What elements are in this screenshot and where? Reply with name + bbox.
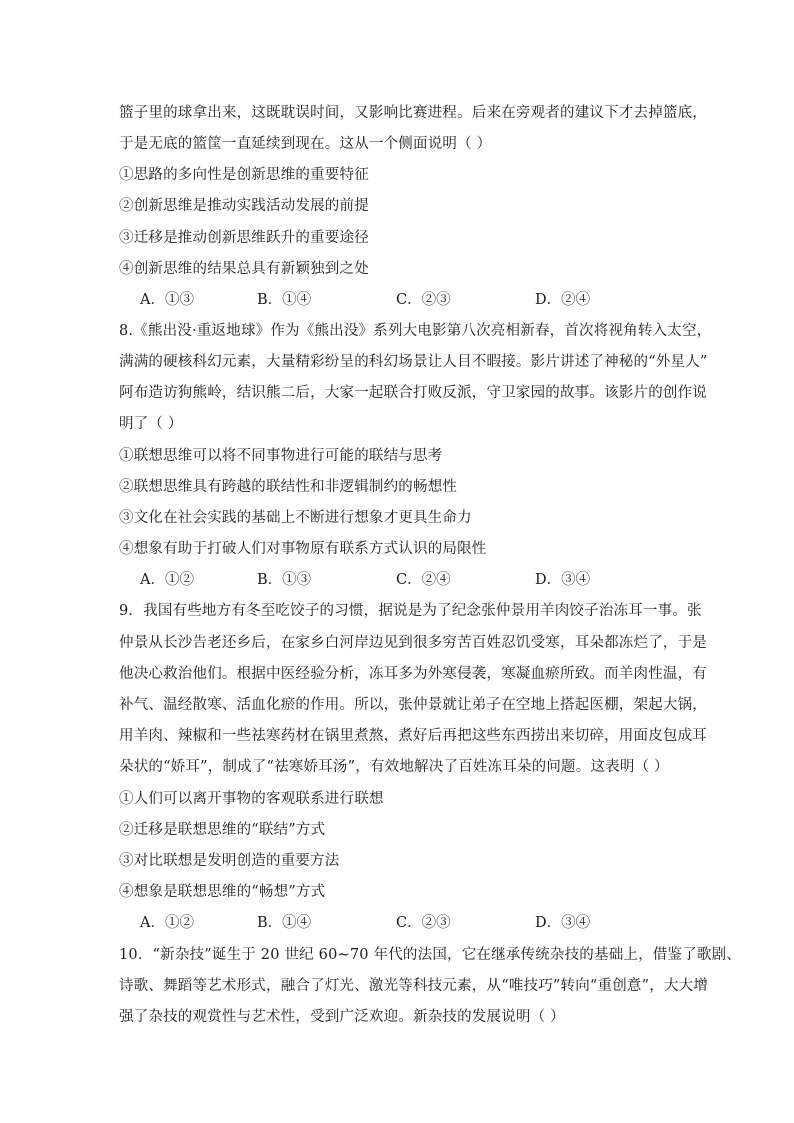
q7-stem-line-2: 于是无底的篮筐一直延续到现在。这从一个侧面说明（ ） (119, 136, 492, 152)
q8-option-c[interactable]: C．②④ (396, 572, 451, 588)
q8-stem-line-4: 明了（ ） (119, 416, 183, 432)
q9-option-a[interactable]: A．①② (140, 915, 194, 931)
q8-statement-1: ①联想思维可以将不同事物进行可能的联结与思考 (119, 448, 443, 464)
q9-stem-line-6: 朵状的“娇耳”，制成了“祛寒娇耳汤”，有效地解决了百姓冻耳朵的问题。这表明（ ） (119, 759, 669, 775)
q7-options (140, 290, 620, 310)
q7-option-b[interactable]: B．①④ (257, 292, 312, 308)
q9-option-d[interactable]: D．③④ (535, 915, 591, 931)
q10-stem-line-1: 10．“新杂技”诞生于 20 世纪 60~70 年代的法国，它在继承传统杂技的基础上，借鉴了歌剧、 (119, 947, 742, 963)
q8-stem-line-3: 阿布造访狗熊岭，结识熊二后，大家一起联合打败反派，守卫家园的故事。该影片的创作说 (119, 385, 707, 401)
q9-stem-line-1: 9．我国有些地方有冬至吃饺子的习惯，据说是为了纪念张仲景用羊肉饺子治冻耳一事。张 (119, 603, 702, 619)
q9-stem-line-4: 补气、温经散寒、活血化瘀的作用。所以，张仲景就让弟子在空地上搭起医棚，架起大锅， (119, 697, 707, 713)
q7-option-a[interactable]: A．①③ (140, 292, 194, 308)
q8-options (140, 570, 620, 590)
q8-option-b[interactable]: B．①③ (257, 572, 312, 588)
q9-stem-line-2: 仲景从长沙告老还乡后，在家乡白河岸边见到很多穷苦百姓忍饥受寒，耳朵都冻烂了，于是 (119, 635, 707, 651)
q9-statement-1: ①人们可以离开事物的客观联系进行联想 (119, 791, 384, 807)
q9-stem-line-3: 他决心救治他们。根据中医经验分析，冻耳多为外寒侵袭，寒凝血瘀所致。而羊肉性温，有 (119, 666, 707, 682)
q7-statement-3: ③迁移是推动创新思维跃升的重要途径 (119, 230, 369, 246)
q8-statement-3: ③文化在社会实践的基础上不断进行想象才更具生命力 (119, 510, 472, 526)
q7-option-c[interactable]: C．②③ (396, 292, 451, 308)
q8-option-a[interactable]: A．①② (140, 572, 194, 588)
q9-options (140, 913, 620, 933)
q8-stem-line-2: 满满的硬核科幻元素，大量精彩纷呈的科幻场景让人目不暇接。影片讲述了神秘的“外星人” (119, 354, 708, 370)
q8-option-d[interactable]: D．③④ (535, 572, 591, 588)
q7-statement-4: ④创新思维的结果总具有新颖独到之处 (119, 261, 369, 277)
q8-statement-4: ④想象有助于打破人们对事物原有联系方式认识的局限性 (119, 541, 487, 557)
q7-stem-line-1: 篮子里的球拿出来，这既耽误时间，又影响比赛进程。后来在旁观者的建议下才去掉篮底， (119, 105, 707, 121)
q9-option-c[interactable]: C．②③ (396, 915, 451, 931)
q8-statement-2: ②联想思维具有跨越的联结性和非逻辑制约的畅想性 (119, 479, 458, 495)
q7-statement-2: ②创新思维是推动实践活动发展的前提 (119, 198, 369, 214)
q7-option-d[interactable]: D．②④ (535, 292, 591, 308)
q9-option-b[interactable]: B．①④ (257, 915, 312, 931)
q9-statement-4: ④想象是联想思维的“畅想”方式 (119, 884, 326, 900)
q9-statement-3: ③对比联想是发明创造的重要方法 (119, 853, 340, 869)
q9-stem-line-5: 用羊肉、辣椒和一些祛寒药材在锅里煮熬，煮好后再把这些东西捞出来切碎，用面皮包成耳 (119, 728, 707, 744)
q10-stem-line-2: 诗歌、舞蹈等艺术形式，融合了灯光、激光等科技元素，从“唯技巧”转向“重创意”，大大增 (119, 978, 709, 994)
q7-statement-1: ①思路的多向性是创新思维的重要特征 (119, 167, 369, 183)
q8-stem-line-1: 8.《熊出没·重返地球》作为《熊出没》系列大电影第八次亮相新春，首次将视角转入太空， (119, 323, 712, 339)
q10-stem-line-3: 强了杂技的观赏性与艺术性，受到广泛欢迎。新杂技的发展说明（ ） (119, 1009, 565, 1025)
q9-statement-2: ②迁移是联想思维的“联结”方式 (119, 822, 326, 838)
